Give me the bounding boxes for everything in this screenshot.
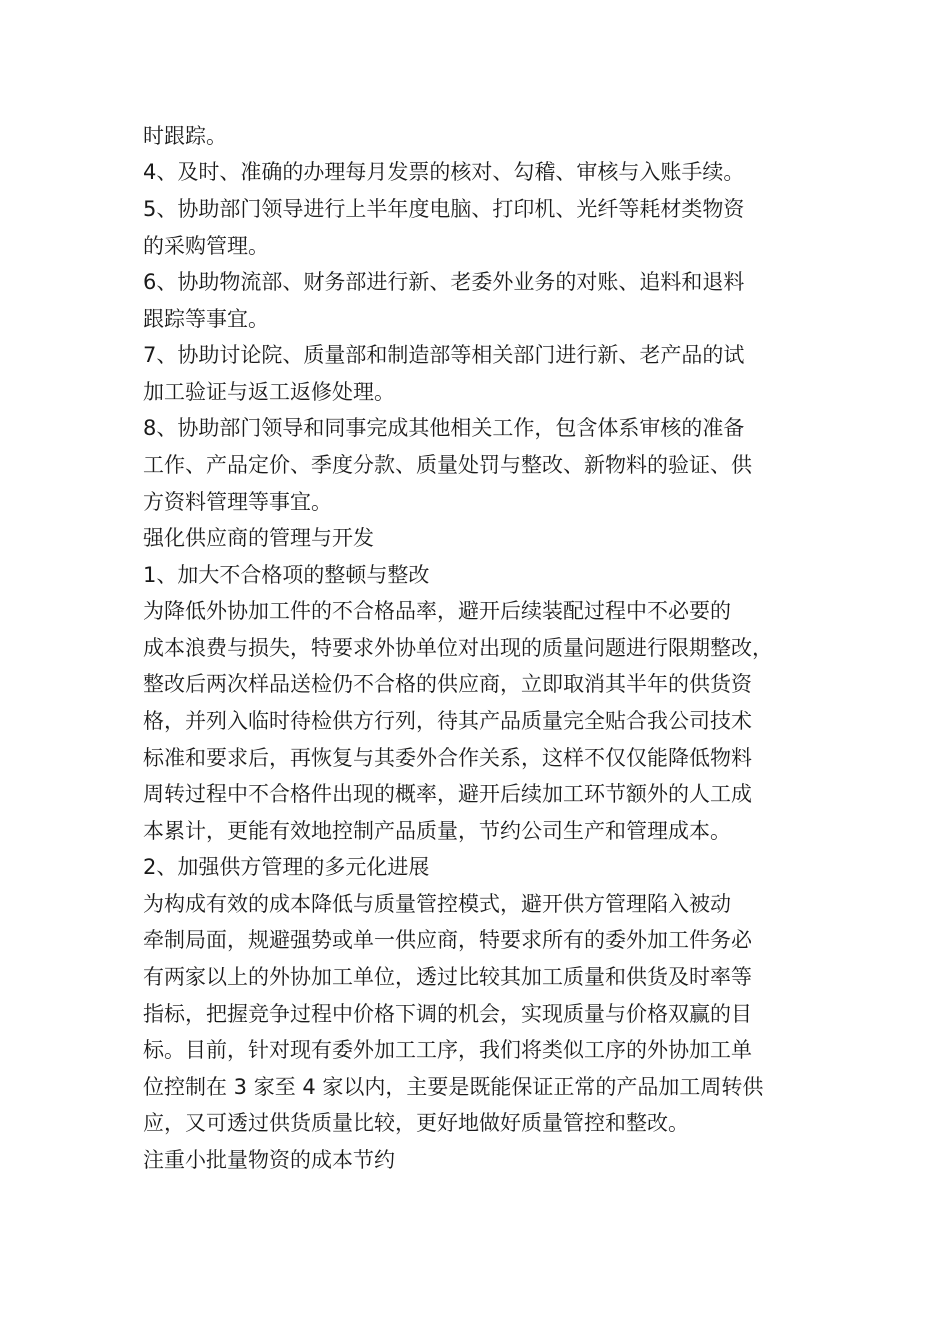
text-line: 时跟踪。 <box>143 124 227 148</box>
subsection-heading: 1、加大不合格项的整顿与整改 <box>143 563 430 587</box>
text-line: 跟踪等事宜。 <box>143 307 269 331</box>
text-line: 的采购管理。 <box>143 234 269 258</box>
text-line: 牵制局面，规避强势或单一供应商，特要求所有的委外加工件务必 <box>143 928 752 952</box>
text-line: 标准和要求后，再恢复与其委外合作关系，这样不仅仅能降低物料 <box>143 746 752 770</box>
text-line: 指标，把握竞争过程中价格下调的机会，实现质量与价格双赢的目 <box>143 1002 752 1026</box>
section-heading: 注重小批量物资的成本节约 <box>143 1148 395 1172</box>
subsection-heading: 2、加强供方管理的多元化进展 <box>143 855 430 879</box>
text-line: 方资料管理等事宜。 <box>143 490 332 514</box>
text-line: 位控制在 3 家至 4 家以内，主要是既能保证正常的产品加工周转供 <box>143 1075 764 1099</box>
text-line: 6、协助物流部、财务部进行新、老委外业务的对账、追料和退料 <box>143 270 745 294</box>
text-line: 整改后两次样品送检仍不合格的供应商，立即取消其半年的供货资 <box>143 672 752 696</box>
text-line: 为构成有效的成本降低与质量管控模式，避开供方管理陷入被动 <box>143 892 731 916</box>
text-line: 4、及时、准确的办理每月发票的核对、勾稽、审核与入账手续。 <box>143 160 745 184</box>
text-line: 成本浪费与损失，特要求外协单位对出现的质量问题进行限期整改， <box>143 636 773 660</box>
text-line: 标。目前，针对现有委外加工工序，我们将类似工序的外协加工单 <box>143 1038 752 1062</box>
text-line: 7、协助讨论院、质量部和制造部等相关部门进行新、老产品的试 <box>143 343 745 367</box>
text-line: 有两家以上的外协加工单位，透过比较其加工质量和供货及时率等 <box>143 965 752 989</box>
text-line: 加工验证与返工返修处理。 <box>143 380 395 404</box>
text-line: 本累计，更能有效地控制产品质量，节约公司生产和管理成本。 <box>143 819 731 843</box>
text-line: 格，并列入临时待检供方行列，待其产品质量完全贴合我公司技术 <box>143 709 752 733</box>
text-line: 应，又可透过供货质量比较，更好地做好质量管控和整改。 <box>143 1111 689 1135</box>
text-line: 为降低外协加工件的不合格品率，避开后续装配过程中不必要的 <box>143 599 731 623</box>
text-line: 周转过程中不合格件出现的概率，避开后续加工环节额外的人工成 <box>143 782 752 806</box>
section-heading: 强化供应商的管理与开发 <box>143 526 374 550</box>
text-line: 8、协助部门领导和同事完成其他相关工作，包含体系审核的准备 <box>143 416 745 440</box>
text-line: 5、协助部门领导进行上半年度电脑、打印机、光纤等耗材类物资 <box>143 197 745 221</box>
text-line: 工作、产品定价、季度分款、质量处罚与整改、新物料的验证、供 <box>143 453 752 477</box>
